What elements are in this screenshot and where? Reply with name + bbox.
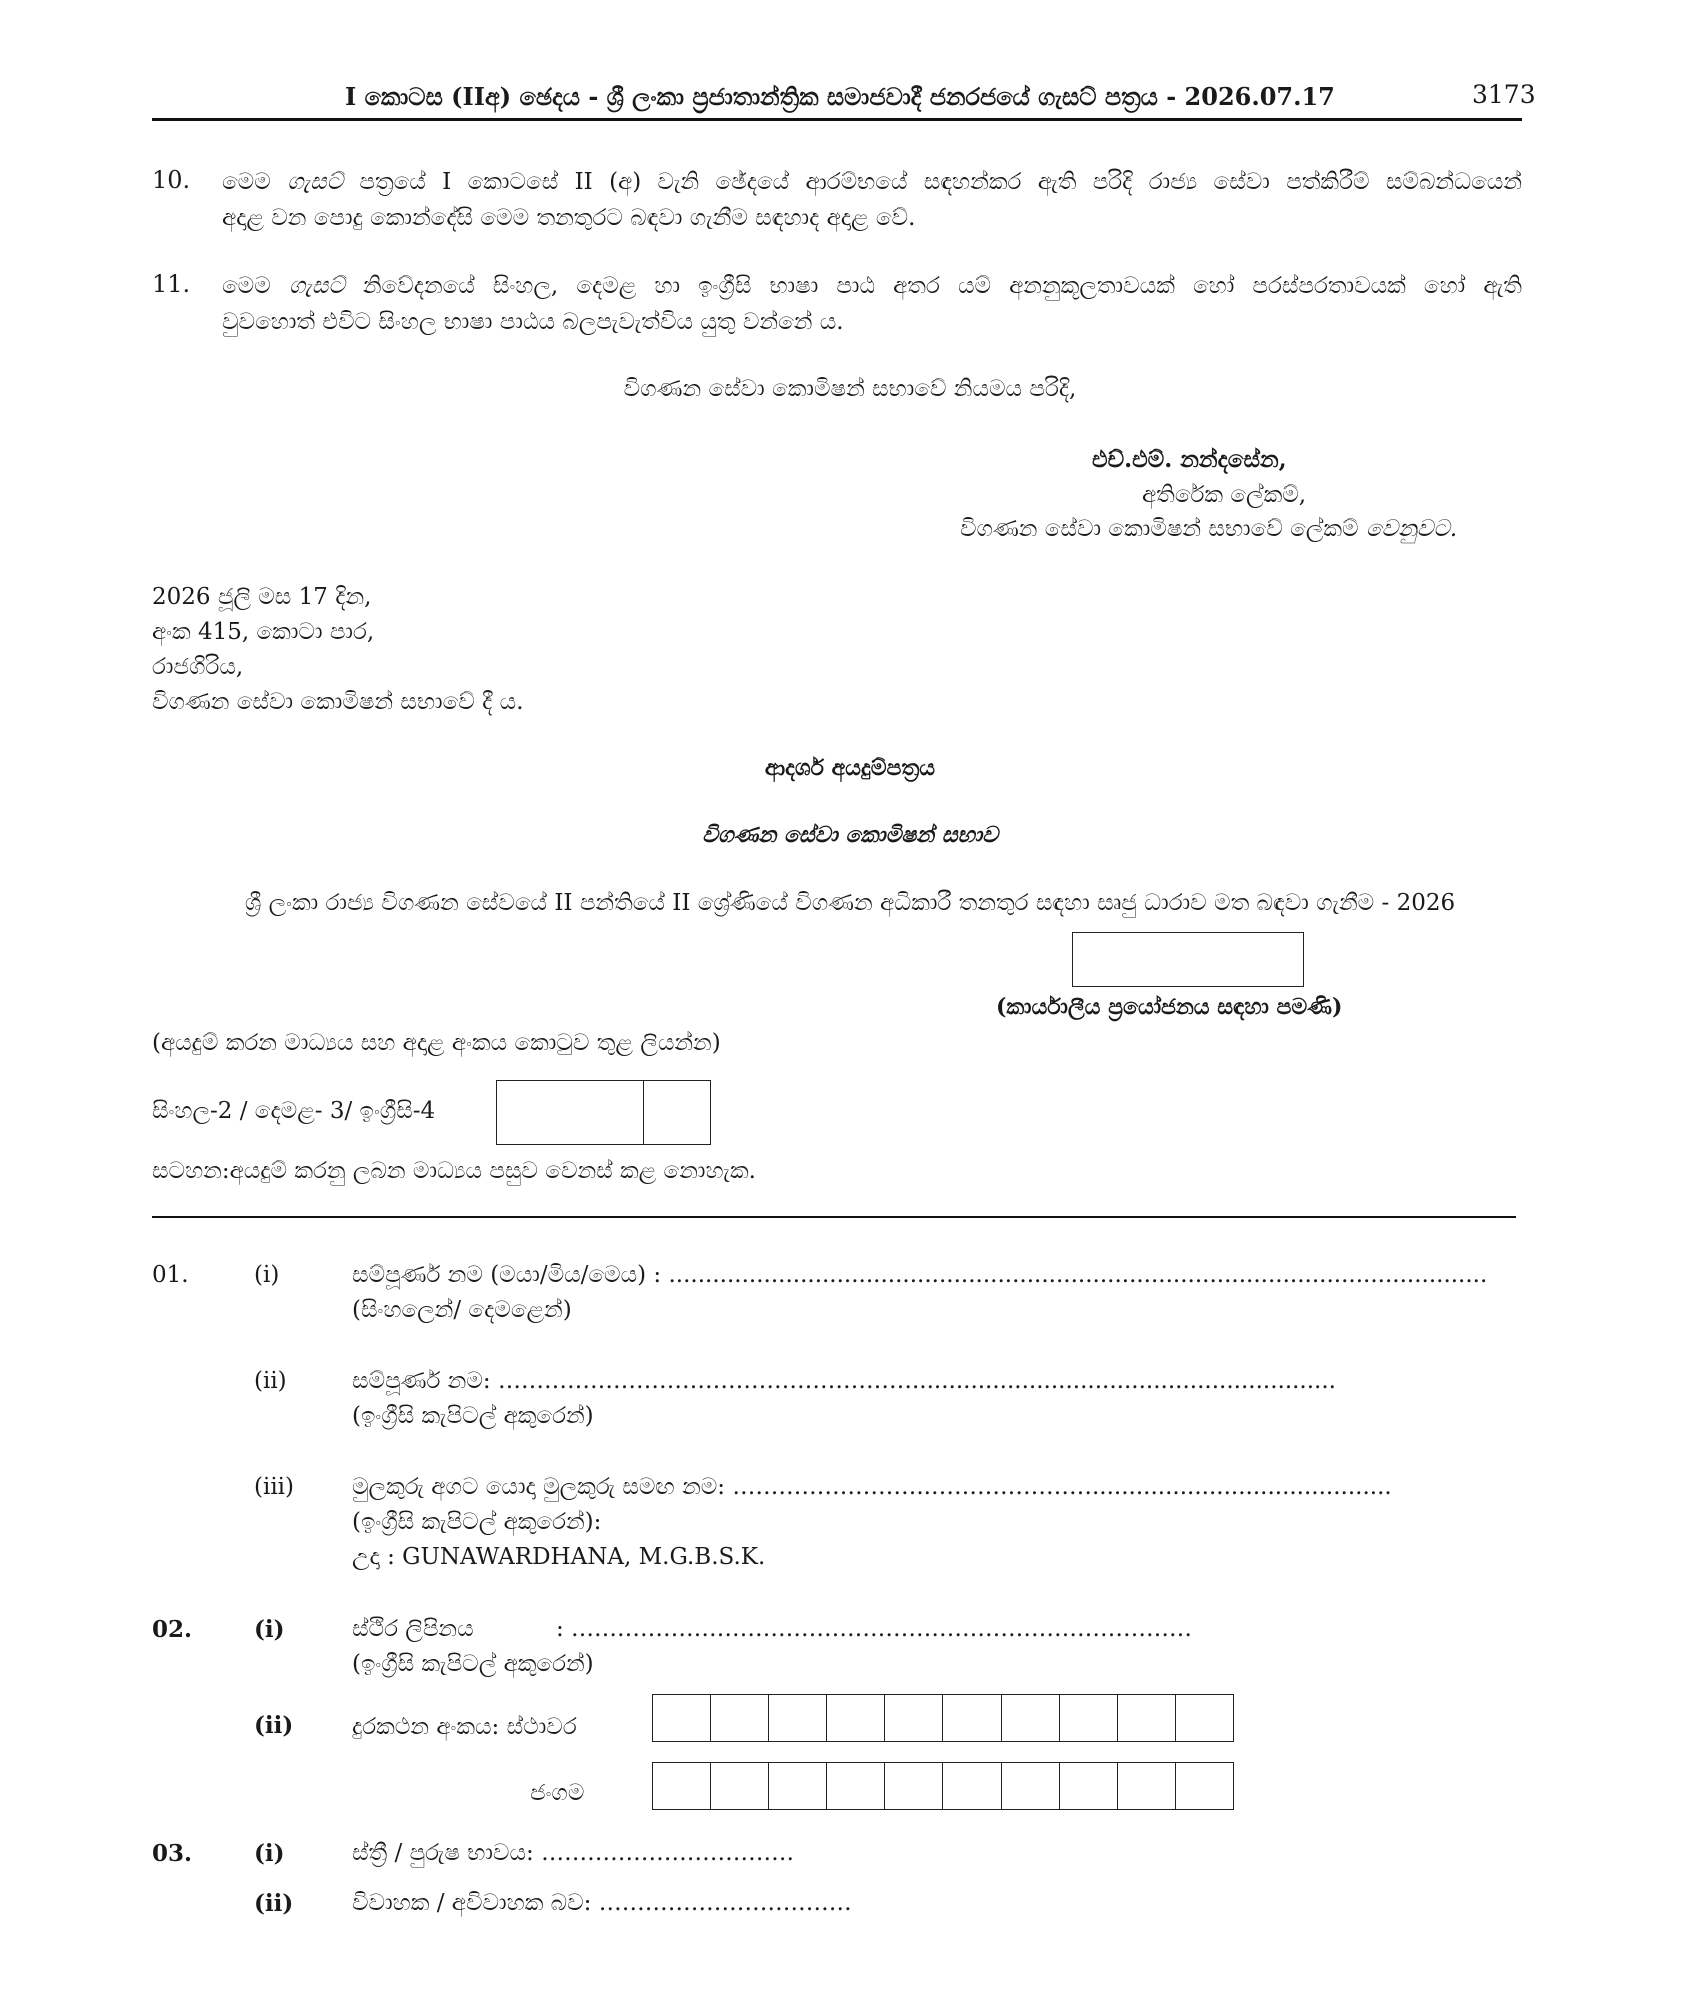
digit-cell[interactable] bbox=[711, 1763, 769, 1809]
medium-note: සටහන:අයදුම් කරනු ලබන මාධ්‍යය පසුව වෙනස් කළ නොහැක. bbox=[152, 1158, 756, 1184]
digit-cell[interactable] bbox=[769, 1763, 827, 1809]
office-use-label: (කාර්යාලීය ප්‍රයෝජනය සඳහා පමණි) bbox=[996, 994, 1343, 1020]
clause-11-line1: මෙම ගැසට් නිවේදනයේ සිංහල, දෙමළ හා ඉංග්‍රීසි භාෂා පාඨ අතර යම් අනනුකූලතාවයක් හෝ පරස්පරතාවයක් හෝ ඇති bbox=[222, 273, 1522, 299]
permanent-address-field[interactable]: : ……………………………………………………………………… bbox=[556, 1616, 1193, 1642]
address-line-3: රාජගිරිය, bbox=[152, 654, 244, 680]
digit-cell[interactable] bbox=[769, 1695, 827, 1741]
header-title: I කොටස (IIඅ) ඡෙදය - ශ්‍රී ලංකා ප්‍රජාතාන්ත්‍රික සමාජවාදී ජනරජයේ ගැසට් පත්‍රය - 2026.07.17 bbox=[345, 82, 1335, 111]
permanent-address-label: ස්ථිර ලිපිනය bbox=[352, 1616, 474, 1642]
clause-11-line2: වුවහොත් එවිට සිංහල භාෂා පාඨය බලපැවැත්විය යුතු වන්නේ ය. bbox=[222, 309, 844, 335]
form-subject: ශ්‍රී ලංකා රාජ්‍ය විගණන සේවයේ II පන්තියේ II ශ්‍රේණියේ විගණන අධිකාරී තනතුර සඳහා සෘජු ධාරාව මත බඳවා ගැනීම - 2026 bbox=[244, 890, 1456, 916]
marital-status-field[interactable]: විවාහක / අවිවාහක බව: …………………………… bbox=[352, 1890, 852, 1916]
order-line: විගණන සේවා කොමිෂන් සභාවේ නියමය පරිදි, bbox=[623, 376, 1077, 402]
name-with-initials-example: උදා : GUNAWARDHANA, M.G.B.S.K. bbox=[352, 1544, 766, 1570]
signature-org: විගණන සේවා කොමිෂන් සභාවේ ලේකම් වෙනුවට. bbox=[960, 516, 1458, 542]
medium-code-box[interactable] bbox=[496, 1080, 711, 1145]
full-name-native-field[interactable]: සම්පූර්ණ නම (මයා/මිය/මෙය) : ................................................................................................................ bbox=[352, 1262, 1488, 1288]
section-divider bbox=[152, 1216, 1516, 1218]
digit-cell[interactable] bbox=[943, 1763, 1001, 1809]
digit-cell[interactable] bbox=[1002, 1695, 1060, 1741]
digit-cell[interactable] bbox=[1176, 1695, 1233, 1741]
address-line-2: අංක 415, කොටා පාර, bbox=[152, 619, 375, 645]
form-org: විගණන සේවා කොමිෂන් සභාව bbox=[702, 822, 998, 848]
digit-cell[interactable] bbox=[653, 1763, 711, 1809]
mobile-label: ජංගම bbox=[530, 1780, 585, 1806]
item-03-i-label: (i) bbox=[254, 1840, 285, 1867]
clause-10-number: 10. bbox=[152, 166, 191, 194]
form-heading: ආදර්ශ අයදුම්පත්‍රය bbox=[764, 755, 936, 781]
page-number: 3173 bbox=[1472, 80, 1536, 109]
digit-cell[interactable] bbox=[885, 1695, 943, 1741]
item-02-number: 02. bbox=[152, 1616, 193, 1643]
item-01-ii-label: (ii) bbox=[254, 1368, 287, 1394]
signature-name: එච්.එම්. නන්දසේන, bbox=[1092, 446, 1287, 473]
digit-cell[interactable] bbox=[653, 1695, 711, 1741]
digit-cell[interactable] bbox=[1176, 1763, 1233, 1809]
medium-options: සිංහල-2 / දෙමළ- 3/ ඉංග්‍රීසි-4 bbox=[152, 1098, 436, 1124]
name-with-initials-field[interactable]: මුලකුරු අගට යොදා මුලකුරු සමඟ නම: ……………………..…………………......................................... bbox=[352, 1474, 1392, 1500]
header-rule bbox=[152, 118, 1522, 121]
digit-cell[interactable] bbox=[943, 1695, 1001, 1741]
item-02-ii-label: (ii) bbox=[254, 1712, 294, 1739]
item-03-number: 03. bbox=[152, 1840, 193, 1867]
item-03-ii-label: (ii) bbox=[254, 1890, 294, 1917]
address-line-4: විගණන සේවා කොමිෂන් සභාවේ දී ය. bbox=[152, 689, 524, 715]
digit-cell[interactable] bbox=[1118, 1763, 1176, 1809]
medium-instruction: (අයදුම් කරන මාධ්‍යය සහ අදාළ අංකය කොටුව තුළ ලියන්න) bbox=[152, 1030, 721, 1056]
name-with-initials-hint: (ඉංග්‍රීසි කැපිටල් අකුරෙන්): bbox=[352, 1509, 602, 1535]
gender-field[interactable]: ස්ත්‍රී / පුරුෂ භාවය: …………………………… bbox=[352, 1840, 795, 1866]
clause-10-line1: මෙම ගැසට් පත්‍රයේ I කොටසේ II (අ) වැනි ඡේදයේ ආරම්භයේ සඳහන්කර ඇති පරිදි රාජ්‍ය සේවා පත්කිරීම් සම්බන්ධයෙන් bbox=[222, 169, 1522, 195]
landline-label: දුරකථන අංකය: ස්ථාවර bbox=[352, 1714, 577, 1740]
medium-code-cell[interactable] bbox=[497, 1081, 644, 1144]
clause-10-line2: අදාළ වන පොදු කොන්දේසි මෙම තනතුරට බඳවා ගැනීම සඳහාද අදාළ වේ. bbox=[222, 205, 916, 231]
digit-cell[interactable] bbox=[885, 1763, 943, 1809]
full-name-english-hint: (ඉංග්‍රීසි කැපිටල් අකුරෙන්) bbox=[352, 1403, 594, 1429]
item-01-number: 01. bbox=[152, 1262, 189, 1288]
item-01-iii-label: (iii) bbox=[254, 1474, 295, 1500]
digit-cell[interactable] bbox=[1060, 1695, 1118, 1741]
signature-title: අතිරේක ලේකම්, bbox=[1142, 482, 1307, 508]
item-02-i-label: (i) bbox=[254, 1616, 285, 1643]
landline-number-grid[interactable] bbox=[652, 1694, 1234, 1742]
medium-code-cell[interactable] bbox=[644, 1081, 710, 1144]
digit-cell[interactable] bbox=[1118, 1695, 1176, 1741]
digit-cell[interactable] bbox=[1002, 1763, 1060, 1809]
office-use-box bbox=[1072, 932, 1304, 987]
item-01-i-label: (i) bbox=[254, 1262, 280, 1288]
full-name-english-field[interactable]: සම්පූර්ණ නම: ……………………………………………….......................................................... bbox=[352, 1368, 1336, 1394]
full-name-native-hint: (සිංහලෙන්/ දෙමළෙන්) bbox=[352, 1297, 572, 1323]
clause-11-number: 11. bbox=[152, 270, 191, 298]
digit-cell[interactable] bbox=[827, 1763, 885, 1809]
digit-cell[interactable] bbox=[827, 1695, 885, 1741]
mobile-number-grid[interactable] bbox=[652, 1762, 1234, 1810]
address-line-1: 2026 ජූලි මස 17 දින, bbox=[152, 584, 372, 610]
permanent-address-hint: (ඉංග්‍රීසි කැපිටල් අකුරෙන්) bbox=[352, 1651, 594, 1677]
digit-cell[interactable] bbox=[711, 1695, 769, 1741]
digit-cell[interactable] bbox=[1060, 1763, 1118, 1809]
